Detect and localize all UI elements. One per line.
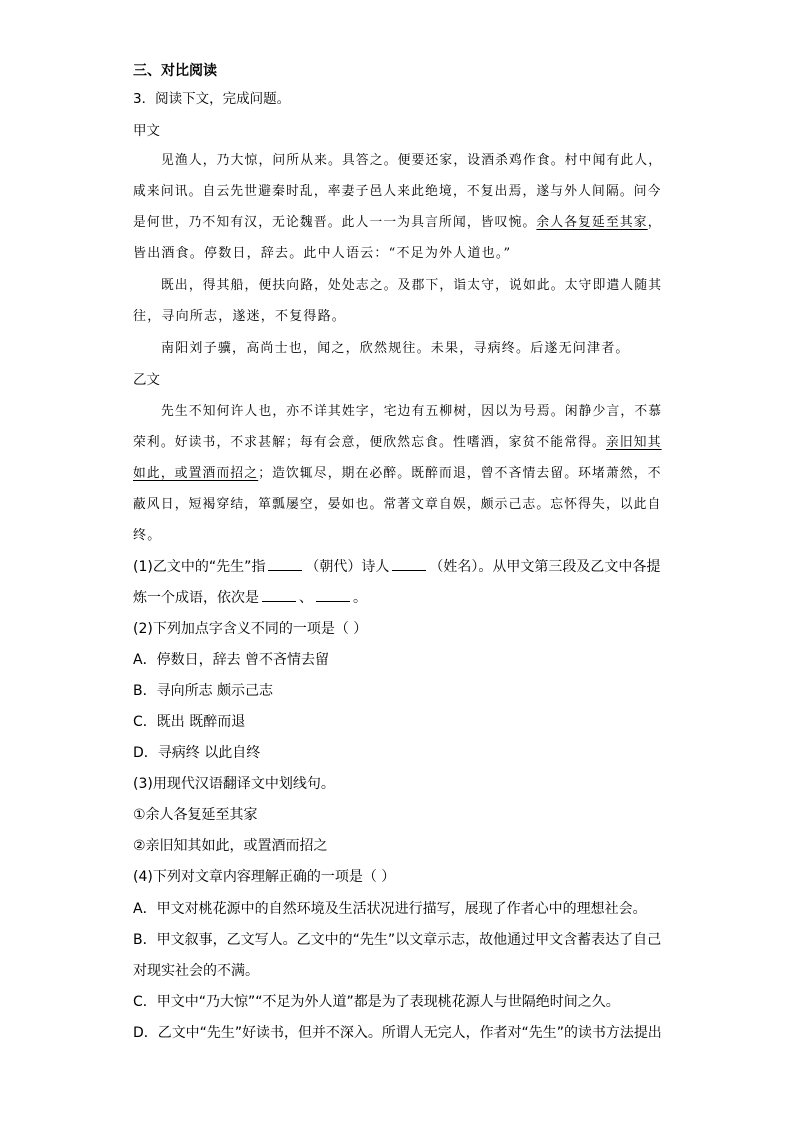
q3-item-2: ②亲旧知其如此，或置酒而招之 (133, 838, 328, 854)
yi-label: 乙文 (133, 372, 160, 388)
q4-option-d: D．乙文中“先生”好读书，但并不深入。所谓人无完人，作者对“先生”的读书方法提出 (133, 1025, 662, 1041)
underlined-sentence-1: 余人各复延至其家 (536, 215, 648, 230)
jia-line: 往，寻向所志，遂迷，不复得路。 (133, 309, 347, 324)
jia-line (133, 214, 662, 232)
jia-line: 见渔人，乃大惊，问所从来。具答之。便要还家，设酒杀鸡作食。村中闻有此人， (161, 153, 663, 168)
yi-line: 先生不知何许人也，亦不详其姓字，宅边有五柳树，因以为号焉。闲静少言，不慕 (161, 404, 663, 419)
blank-name[interactable] (392, 558, 426, 571)
jia-label: 甲文 (133, 123, 160, 139)
q4-option-a: A．甲文对桃花源中的自然环境及生活状况进行描写，展现了作者心中的理想社会。 (133, 901, 647, 917)
jia-line: 皆出酒食。停数日，辞去。此中人语云：“不足为外人道也。” (133, 246, 512, 261)
jia-line: 咸来问讯。自云先世避秦时乱，率妻子邑人来此绝境，不复出焉，遂与外人间隔。问今 (133, 184, 662, 199)
yi-line-text: ；造饮辄尽，期在必醉。既醉而退，曾不吝情去留。环堵萧然，不 (258, 466, 662, 481)
q4-option-b: B．甲文叙事，乙文写人。乙文中的“先生”以文章示志，故他通过甲文含蓄表达了自己 (133, 932, 662, 948)
q2-option-b: B．寻向所志 颇示己志 (133, 683, 274, 699)
jia-line-text: ， (647, 215, 662, 230)
q1-end: 。 (353, 590, 367, 606)
underlined-sentence-2b: 如此，或置酒而招之 (133, 466, 259, 481)
yi-line (133, 434, 662, 452)
q1-text-c: （姓名）。从甲文第三段及乙文中各提 (429, 559, 661, 575)
q4-option-b-cont: 对现实社会的不满。 (133, 963, 259, 979)
q2-option-a: A．停数日，辞去 曾不吝情去留 (133, 652, 330, 668)
yi-line: 终。 (133, 528, 162, 543)
q3-item-1: ①余人各复延至其家 (133, 807, 258, 823)
jia-line: 既出，得其船，便扶向路，处处志之。及郡下，诣太守，说如此。太守即遣人随其 (161, 278, 663, 293)
q1-text-b: （朝代）诗人 (305, 559, 390, 575)
q1-line-1 (133, 558, 660, 576)
q1-line-2 (133, 589, 367, 607)
q2-stem: (2)下列加点字含义不同的一项是（ ） (133, 621, 368, 637)
section-heading: 三、对比阅读 (133, 63, 217, 79)
blank-idiom-1[interactable] (262, 589, 296, 602)
q4-stem: (4)下列对文章内容理解正确的一项是（ ） (133, 869, 396, 885)
yi-line-text: 荣利。好读书，不求甚解；每有会意，便欣然忘食。性嗜酒，家贫不能常得。 (133, 435, 606, 450)
q2-option-c: C．既出 既醉而退 (133, 714, 246, 730)
question-intro: 3．阅读下文，完成问题。 (133, 91, 291, 107)
q2-option-d: D．寻病终 以此自终 (133, 745, 261, 761)
jia-line: 南阳刘子骥，高尚士也，闻之，欣然规往。未果，寻病终。后遂无问津者。 (161, 341, 630, 356)
q1-separator: 、 (299, 590, 313, 606)
q3-stem: (3)用现代汉语翻译文中划线句。 (133, 776, 335, 792)
q1-text-d: 炼一个成语，依次是 (133, 590, 259, 606)
jia-line-text: 是何世，乃不知有汉，无论魏晋。此人一一为具言所闻，皆叹惋。 (133, 215, 537, 230)
blank-idiom-2[interactable] (316, 589, 350, 602)
yi-line (133, 465, 662, 483)
q4-option-c: C．甲文中“乃大惊”“不足为外人道”都是为了表现桃花源人与世隔绝时间之久。 (133, 994, 620, 1010)
blank-dynasty[interactable] (268, 558, 302, 571)
q1-text-a: (1)乙文中的“先生”指 (133, 559, 266, 575)
yi-line: 蔽风日，短褐穿结，箪瓢屡空，晏如也。常著文章自娱，颇示己志。忘怀得失，以此自 (133, 497, 662, 512)
underlined-sentence-2a: 亲旧知其 (605, 435, 662, 450)
